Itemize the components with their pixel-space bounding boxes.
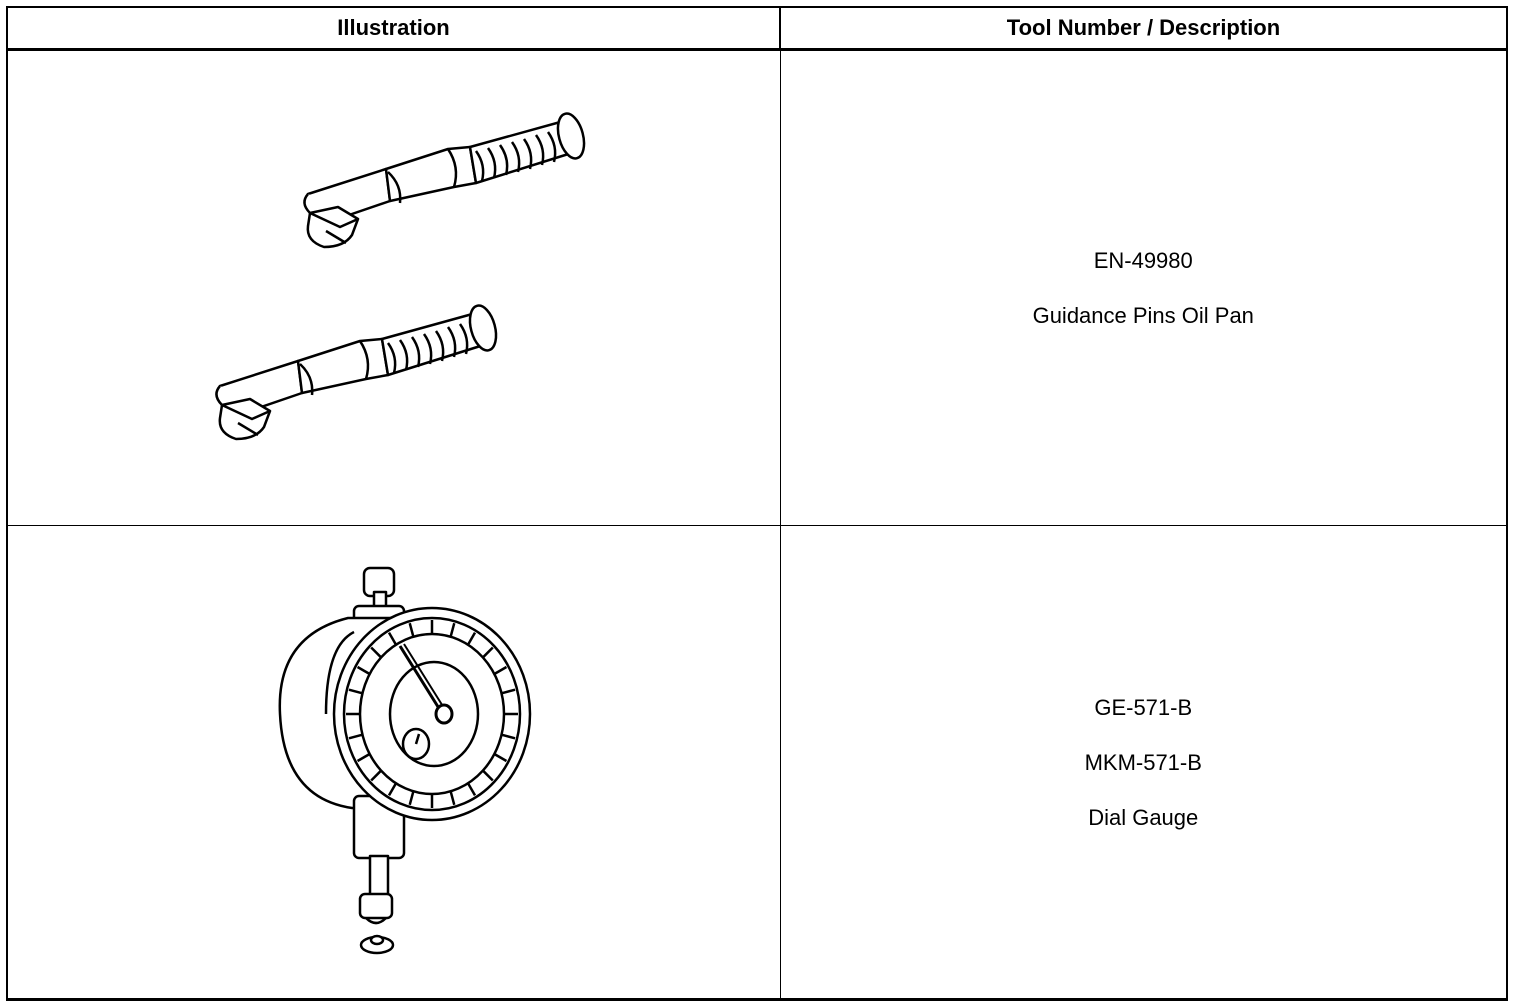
illustration-cell: [7, 526, 780, 1000]
description-cell: [780, 50, 1507, 526]
tool-description: Guidance Pins Oil Pan: [1032, 303, 1254, 328]
tool-description: Dial Gauge: [1088, 804, 1199, 830]
guidance-pins-illustration: [8, 51, 781, 525]
guidance-pin-icon: [216, 303, 500, 439]
tool-number: EN-49980: [1093, 248, 1193, 273]
tool-number: GE-571-B: [1094, 694, 1193, 720]
table-row: [7, 50, 1507, 526]
guidance-pin-icon: [304, 111, 588, 247]
header-tool-number-description: Tool Number / Description: [780, 7, 1507, 50]
illustration-cell: [7, 50, 780, 526]
tool-table: [6, 6, 1508, 1001]
table-row: [7, 526, 1507, 1000]
description-cell: [780, 526, 1507, 1000]
dial-gauge-illustration: [8, 526, 781, 998]
header-illustration: Illustration: [7, 7, 780, 50]
tool-number-alt: MKM-571-B: [1084, 749, 1202, 775]
header-row: [7, 7, 1507, 50]
